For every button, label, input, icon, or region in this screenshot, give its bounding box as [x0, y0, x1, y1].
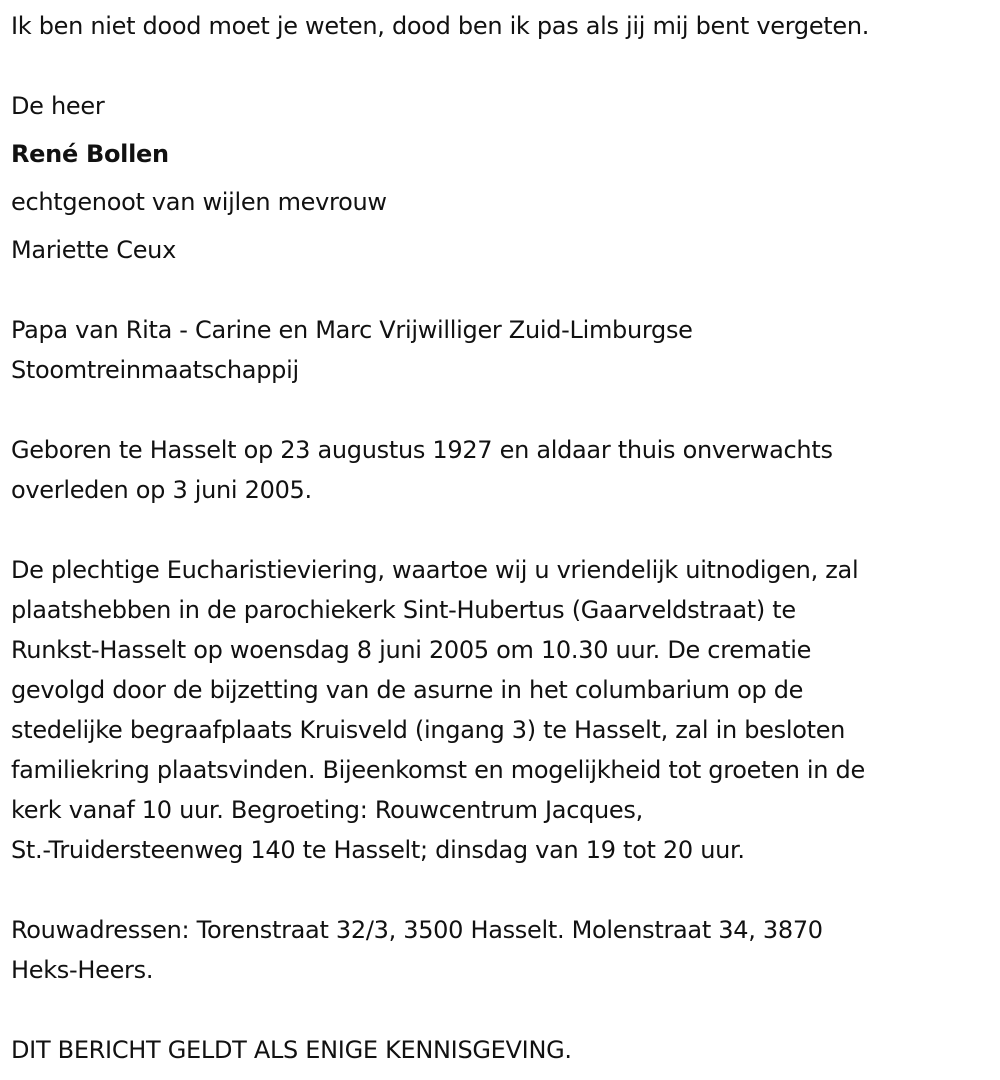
family-line-1: Papa van Rita - Carine en Marc Vrijwilliger Zuid-Limburgse: [11, 316, 693, 344]
ceremony-line: St.-Truidersteenweg 140 te Hasselt; dinsdag van 19 tot 20 uur.: [11, 836, 745, 864]
ceremony-line: gevolgd door de bijzetting van de asurne in het columbarium op de: [11, 676, 804, 704]
closing-notice: DIT BERICHT GELDT ALS ENIGE KENNISGEVING.: [11, 1036, 572, 1064]
honorific: De heer: [11, 92, 105, 120]
ceremony-line: familiekring plaatsvinden. Bijeenkomst en mogelijkheid tot groeten in de: [11, 756, 865, 784]
family-line-2: Stoomtreinmaatschappij: [11, 356, 299, 384]
addresses-line-2: Heks-Heers.: [11, 956, 154, 984]
ceremony-line: kerk vanaf 10 uur. Begroeting: Rouwcentrum Jacques,: [11, 796, 643, 824]
ceremony-line: stedelijke begraafplaats Kruisveld (ingang 3) te Hasselt, zal in besloten: [11, 716, 846, 744]
addresses-line-1: Rouwadressen: Torenstraat 32/3, 3500 Hasselt. Molenstraat 34, 3870: [11, 916, 823, 944]
birth-death-line-1: Geboren te Hasselt op 23 augustus 1927 en aldaar thuis onverwachts: [11, 436, 833, 464]
opening-quote: Ik ben niet dood moet je weten, dood ben ik pas als jij mij bent vergeten.: [11, 12, 870, 40]
ceremony-line: Runkst-Hasselt op woensdag 8 juni 2005 om 10.30 uur. De crematie: [11, 636, 812, 664]
spouse-line: echtgenoot van wijlen mevrouw: [11, 188, 387, 216]
ceremony-line: plaatshebben in de parochiekerk Sint-Hubertus (Gaarveldstraat) te: [11, 596, 796, 624]
birth-death-line-2: overleden op 3 juni 2005.: [11, 476, 312, 504]
spouse-name: Mariette Ceux: [11, 236, 176, 264]
deceased-name: René Bollen: [11, 140, 169, 168]
ceremony-line: De plechtige Eucharistieviering, waartoe wij u vriendelijk uitnodigen, zal: [11, 556, 859, 584]
